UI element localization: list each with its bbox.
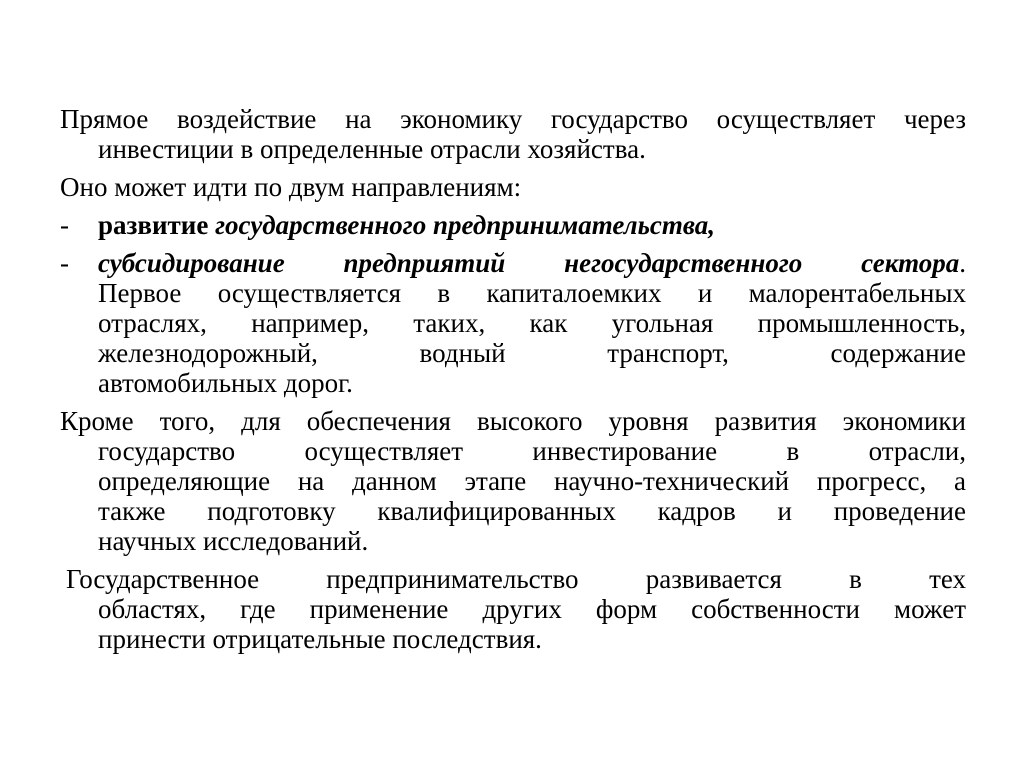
list-item-text [60,210,966,240]
paragraph-line: инвестиции в определенные отрасли хозяйства. [98,134,646,164]
paragraph-line: государство осуществляет инвестирование в отрасли, [98,436,966,466]
paragraph-line: Государственное предпринимательство развивается в тех [66,564,966,594]
paragraph-line: Первое осуществляется в капиталоемких и малорентабельных [98,278,966,308]
paragraph-line: научных исследований. [98,526,369,556]
list-item-text [60,248,966,278]
paragraph-line: определяющие на данном этапе научно-технический прогресс, а [98,466,966,496]
paragraph-line: также подготовку квалифицированных кадров и проведение [98,496,966,526]
paragraph-line: отраслях, например, таких, как угольная промышленность, [98,308,966,338]
paragraph-line: железнодорожный, водный транспорт, содержание [98,338,966,368]
paragraph-two-directions [60,172,966,202]
emphasis-text: государственного предпринимательства, [215,210,716,240]
list-dash: - [60,210,69,240]
paragraph-investment [60,406,966,556]
paragraph-line: принести отрицательные последствия. [98,624,542,654]
paragraph-line: автомобильных дорог. [98,368,353,398]
paragraph-line: Оно может идти по двум направлениям: [60,172,522,202]
paragraph-direct-impact [60,104,966,164]
emphasis-text: субсидирование предприятий негосударственного сектора [98,248,960,278]
list-dash: - [60,248,69,278]
paragraph-line: Прямое воздействие на экономику государство осуществляет через [60,104,966,134]
period: . [959,248,966,278]
list-item-state-enterprise [60,210,966,240]
bold-term: развитие [98,210,209,240]
paragraph-state-entrepreneurship [60,564,966,654]
paragraph-line: Кроме того, для обеспечения высокого уровня развития экономики [60,406,966,436]
list-item-subsidies [60,248,966,398]
paragraph-line: областях, где применение других форм собственности может [98,594,966,624]
